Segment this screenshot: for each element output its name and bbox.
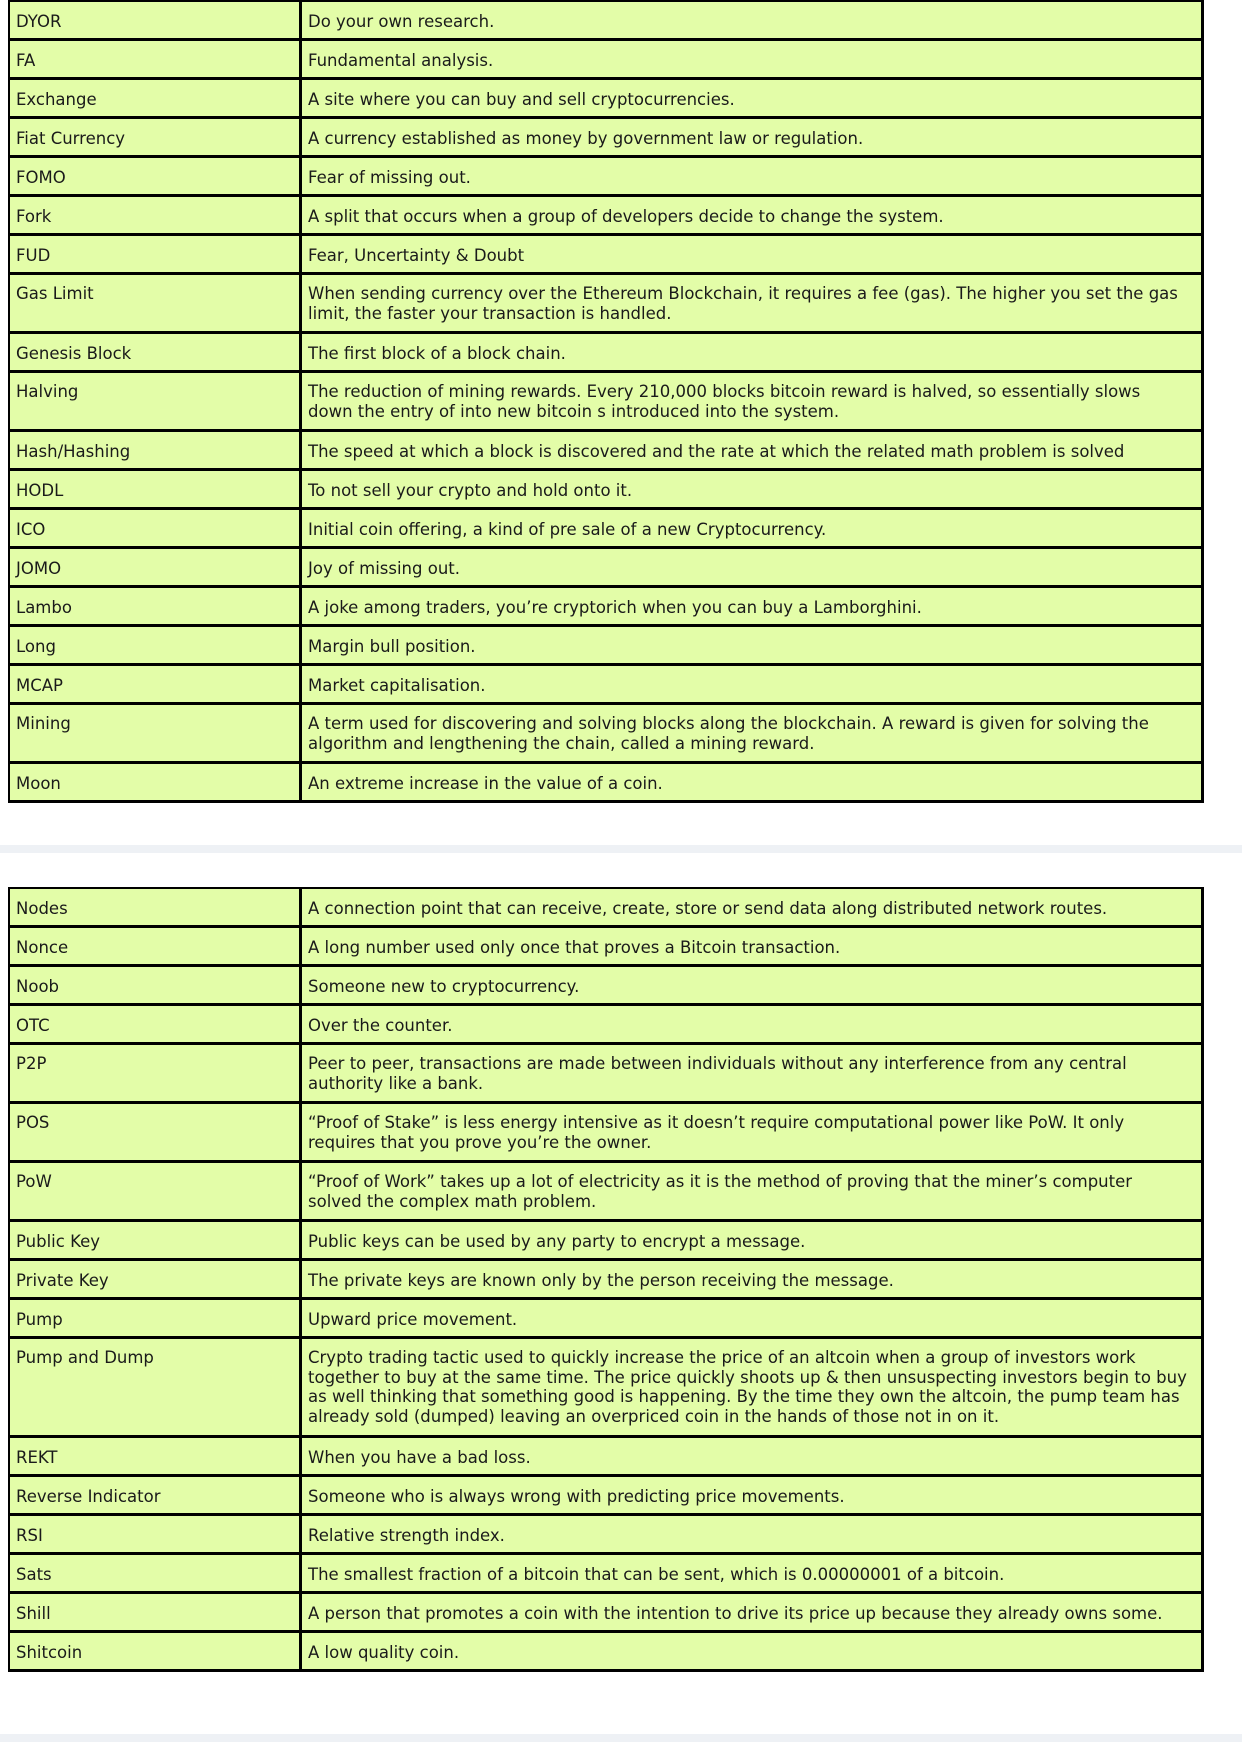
definition-cell: A low quality coin. — [302, 1633, 1201, 1669]
table-row — [10, 80, 1201, 116]
table-row — [10, 158, 1201, 194]
table-row — [10, 275, 1201, 331]
definition-cell: “Proof of Work” takes up a lot of electricity as it is the method of proving that the miner’s computer solved the complex math problem. — [302, 1163, 1201, 1219]
table-row — [10, 764, 1201, 800]
table-row — [10, 705, 1201, 761]
definition-cell: The reduction of mining rewards. Every 210,000 blocks bitcoin reward is halved, so essentially slows down the entry of into new bitcoin s introduced into the system. — [302, 373, 1201, 429]
definition-cell: A site where you can buy and sell cryptocurrencies. — [302, 80, 1201, 116]
table-row — [10, 471, 1201, 507]
definition-cell: Crypto trading tactic used to quickly increase the price of an altcoin when a group of investors work together to buy at the same time. The price quickly shoots up & then unsuspecting investors begin to buy as well thinking that something good is happening. By the time they own the altcoin, the pump team has already sold (dumped) leaving an overpriced coin in the hands of those not in on it. — [302, 1339, 1201, 1435]
definition-cell: “Proof of Stake” is less energy intensive as it doesn’t require computational power like PoW. It only requires that you prove you’re the owner. — [302, 1104, 1201, 1160]
definition-cell: A connection point that can receive, create, store or send data along distributed network routes. — [302, 889, 1201, 925]
definition-cell: Fear of missing out. — [302, 158, 1201, 194]
term-cell: Mining — [10, 705, 302, 761]
definition-cell: A long number used only once that proves a Bitcoin transaction. — [302, 928, 1201, 964]
term-cell: ICO — [10, 510, 302, 546]
term-cell: REKT — [10, 1438, 302, 1474]
definition-cell: Public keys can be used by any party to encrypt a message. — [302, 1222, 1201, 1258]
term-cell: DYOR — [10, 2, 302, 38]
definition-cell: Someone new to cryptocurrency. — [302, 967, 1201, 1003]
term-cell: JOMO — [10, 549, 302, 585]
term-cell: Halving — [10, 373, 302, 429]
table-row — [10, 236, 1201, 272]
table-row — [10, 549, 1201, 585]
table-row — [10, 432, 1201, 468]
table-row — [10, 1045, 1201, 1101]
definition-cell: When sending currency over the Ethereum Blockchain, it requires a fee (gas). The higher you set the gas limit, the faster your transaction is handled. — [302, 275, 1201, 331]
term-cell: POS — [10, 1104, 302, 1160]
table-row — [10, 1261, 1201, 1297]
definition-cell: The private keys are known only by the person receiving the message. — [302, 1261, 1201, 1297]
term-cell: Lambo — [10, 588, 302, 624]
term-cell: RSI — [10, 1516, 302, 1552]
table-row — [10, 197, 1201, 233]
table-row — [10, 666, 1201, 702]
term-cell: Nonce — [10, 928, 302, 964]
definition-cell: Fear, Uncertainty & Doubt — [302, 236, 1201, 272]
table-row — [10, 1633, 1201, 1669]
table-row — [10, 510, 1201, 546]
table-row — [10, 1594, 1201, 1630]
term-cell: Public Key — [10, 1222, 302, 1258]
definition-cell: Do your own research. — [302, 2, 1201, 38]
definition-cell: A joke among traders, you’re cryptorich when you can buy a Lamborghini. — [302, 588, 1201, 624]
table-row — [10, 627, 1201, 663]
definition-cell: Initial coin offering, a kind of pre sale of a new Cryptocurrency. — [302, 510, 1201, 546]
term-cell: Noob — [10, 967, 302, 1003]
table-row — [10, 1438, 1201, 1474]
term-cell: HODL — [10, 471, 302, 507]
definition-cell: A term used for discovering and solving blocks along the blockchain. A reward is given for solving the algorithm and lengthening the chain, called a mining reward. — [302, 705, 1201, 761]
term-cell: FA — [10, 41, 302, 77]
definition-cell: Over the counter. — [302, 1006, 1201, 1042]
definition-cell: The speed at which a block is discovered and the rate at which the related math problem is solved — [302, 432, 1201, 468]
table-row — [10, 588, 1201, 624]
term-cell: Private Key — [10, 1261, 302, 1297]
page-divider — [0, 1734, 1242, 1742]
page-divider — [0, 845, 1242, 853]
glossary-table-part2 — [8, 887, 1204, 1672]
table-row — [10, 1104, 1201, 1160]
term-cell: FOMO — [10, 158, 302, 194]
table-row — [10, 1006, 1201, 1042]
table-row — [10, 119, 1201, 155]
term-cell: Shill — [10, 1594, 302, 1630]
table-row — [10, 1555, 1201, 1591]
term-cell: Sats — [10, 1555, 302, 1591]
definition-cell: An extreme increase in the value of a coin. — [302, 764, 1201, 800]
term-cell: P2P — [10, 1045, 302, 1101]
term-cell: Pump and Dump — [10, 1339, 302, 1435]
definition-cell: Peer to peer, transactions are made between individuals without any interference from any central authority like a bank. — [302, 1045, 1201, 1101]
definition-cell: Margin bull position. — [302, 627, 1201, 663]
table-row — [10, 41, 1201, 77]
term-cell: Nodes — [10, 889, 302, 925]
table-row — [10, 1339, 1201, 1435]
term-cell: Reverse Indicator — [10, 1477, 302, 1513]
definition-cell: A currency established as money by government law or regulation. — [302, 119, 1201, 155]
definition-cell: To not sell your crypto and hold onto it. — [302, 471, 1201, 507]
definition-cell: Someone who is always wrong with predicting price movements. — [302, 1477, 1201, 1513]
term-cell: Exchange — [10, 80, 302, 116]
table-row — [10, 1516, 1201, 1552]
term-cell: Genesis Block — [10, 334, 302, 370]
definition-cell: Market capitalisation. — [302, 666, 1201, 702]
term-cell: Long — [10, 627, 302, 663]
glossary-table-part1 — [8, 0, 1204, 803]
term-cell: Fiat Currency — [10, 119, 302, 155]
table-row — [10, 928, 1201, 964]
table-row — [10, 2, 1201, 38]
definition-cell: The smallest fraction of a bitcoin that can be sent, which is 0.00000001 of a bitcoin. — [302, 1555, 1201, 1591]
term-cell: PoW — [10, 1163, 302, 1219]
term-cell: Hash/Hashing — [10, 432, 302, 468]
table-row — [10, 1163, 1201, 1219]
table-row — [10, 373, 1201, 429]
definition-cell: Fundamental analysis. — [302, 41, 1201, 77]
table-row — [10, 334, 1201, 370]
definition-cell: Upward price movement. — [302, 1300, 1201, 1336]
term-cell: FUD — [10, 236, 302, 272]
definition-cell: A person that promotes a coin with the intention to drive its price up because they already owns some. — [302, 1594, 1201, 1630]
table-row — [10, 967, 1201, 1003]
term-cell: Moon — [10, 764, 302, 800]
table-row — [10, 889, 1201, 925]
definition-cell: The first block of a block chain. — [302, 334, 1201, 370]
definition-cell: A split that occurs when a group of developers decide to change the system. — [302, 197, 1201, 233]
term-cell: Gas Limit — [10, 275, 302, 331]
definition-cell: Relative strength index. — [302, 1516, 1201, 1552]
table-row — [10, 1222, 1201, 1258]
table-row — [10, 1477, 1201, 1513]
term-cell: OTC — [10, 1006, 302, 1042]
definition-cell: Joy of missing out. — [302, 549, 1201, 585]
definition-cell: When you have a bad loss. — [302, 1438, 1201, 1474]
term-cell: Shitcoin — [10, 1633, 302, 1669]
term-cell: Pump — [10, 1300, 302, 1336]
term-cell: MCAP — [10, 666, 302, 702]
table-row — [10, 1300, 1201, 1336]
term-cell: Fork — [10, 197, 302, 233]
